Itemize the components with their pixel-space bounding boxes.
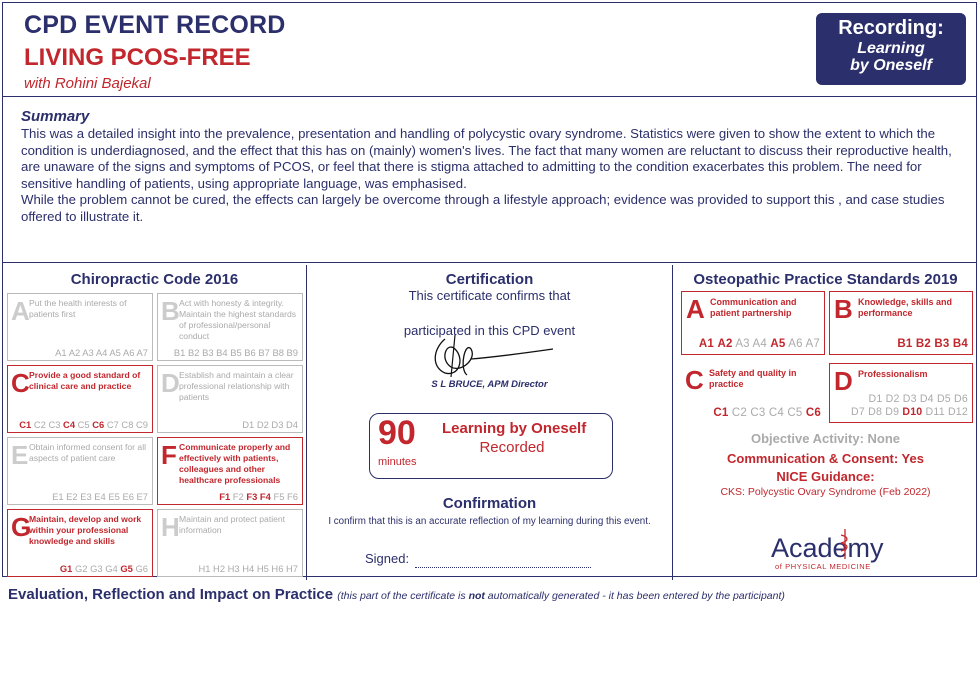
standard-letter: D xyxy=(834,366,853,396)
cert-line2: participated in this CPD event xyxy=(403,323,576,338)
standard-letter: D xyxy=(161,368,180,398)
osteo-standard-c xyxy=(681,363,825,423)
standard-codes xyxy=(690,338,820,351)
code-a2: A2 xyxy=(68,347,81,358)
code-b7: B7 xyxy=(258,347,270,358)
code-d7: D7 xyxy=(851,406,865,418)
osteo-standard-b xyxy=(829,291,973,355)
standard-letter: H xyxy=(161,512,180,542)
evaluation-note-bold: not xyxy=(468,590,485,602)
code-b1: B1 xyxy=(173,347,186,358)
code-a7: A7 xyxy=(805,338,820,350)
cert-title: Certification xyxy=(445,271,534,288)
code-c5: C5 xyxy=(787,407,803,419)
standard-description: Knowledge, skills and performance xyxy=(858,297,953,318)
certificate-frame xyxy=(2,2,977,577)
chiro-standard-e xyxy=(7,437,153,505)
standard-letter: C xyxy=(11,368,30,398)
code-b2: B2 xyxy=(187,347,200,358)
code-d3: D3 xyxy=(271,419,284,430)
minutes-label: minutes xyxy=(378,456,417,468)
event-title: LIVING PCOS-FREE xyxy=(24,44,251,71)
academy-logo-sub: of PHYSICAL MEDICINE xyxy=(775,562,871,571)
code-c1: C1 xyxy=(713,407,729,419)
evaluation-heading xyxy=(8,586,785,603)
code-a7: A7 xyxy=(136,347,148,358)
code-b1: B1 xyxy=(897,338,913,350)
standard-codes xyxy=(12,563,148,574)
code-d1: D1 xyxy=(242,419,255,430)
standard-letter: B xyxy=(161,296,180,326)
confirm-title: Confirmation xyxy=(442,495,537,512)
code-c4: C4 xyxy=(63,419,76,430)
code-d1: D1 xyxy=(868,393,883,405)
code-a6: A6 xyxy=(788,338,803,350)
code-f4: F4 xyxy=(259,491,271,502)
code-d11: D11 xyxy=(925,406,945,418)
code-d10: D10 xyxy=(902,406,923,418)
code-a3: A3 xyxy=(735,338,750,350)
standard-description: Maintain, develop and work within your professional knowledge and skills xyxy=(29,514,142,546)
code-b5: B5 xyxy=(230,347,242,358)
osteopathic-column xyxy=(673,265,978,580)
chiropractic-column xyxy=(3,265,307,580)
code-c7: C7 xyxy=(106,419,119,430)
code-c5: C5 xyxy=(77,419,90,430)
osteo-standard-a xyxy=(681,291,825,355)
code-e5: E5 xyxy=(108,491,120,502)
osteo-standard-d xyxy=(829,363,973,423)
summary-para2: While the problem cannot be cured, the effects can largely be overcome through a lifestyle approach; evidence was provided to support this , and case studies offered to illustrate it. xyxy=(21,192,945,224)
evaluation-note-post: automatically generated - it has been entered by the participant) xyxy=(484,590,785,602)
osteo-title: Osteopathic Practice Standards 2019 xyxy=(693,271,958,288)
code-b9: B9 xyxy=(286,347,298,358)
summary-section xyxy=(3,98,976,263)
standard-description: Communication and patient partnership xyxy=(710,297,797,318)
code-c6: C6 xyxy=(805,407,821,419)
standard-description: Establish and maintain a clear professional relationship with patients xyxy=(179,370,294,402)
badge-line3: by Oneself xyxy=(850,57,932,74)
standard-codes xyxy=(162,563,298,574)
code-f2: F2 xyxy=(232,491,244,502)
standard-letter: B xyxy=(834,294,853,324)
cks-reference: CKS: Polycystic Ovary Syndrome (Feb 2022) xyxy=(720,486,931,498)
standard-codes xyxy=(162,347,298,358)
chiro-standard-g xyxy=(7,509,153,577)
code-g3: G3 xyxy=(90,563,103,574)
code-c2: C2 xyxy=(731,407,747,419)
objective-activity: Objective Activity: None xyxy=(750,431,901,446)
chiro-standard-a xyxy=(7,293,153,361)
code-h7: H7 xyxy=(286,563,298,574)
chiro-standard-d xyxy=(157,365,303,433)
code-e7: E7 xyxy=(136,491,148,502)
presenter: with Rohini Bajekal xyxy=(24,75,151,92)
code-h4: H4 xyxy=(242,563,255,574)
standard-description: Act with honesty & integrity. Maintain the highest standards of professional/personal conduct xyxy=(179,298,297,341)
chiro-title: Chiropractic Code 2016 xyxy=(70,271,239,288)
code-a4: A4 xyxy=(752,338,768,350)
code-d5: D5 xyxy=(936,393,951,405)
code-h6: H6 xyxy=(271,563,284,574)
code-c9: C9 xyxy=(136,419,148,430)
standard-codes xyxy=(12,347,148,358)
chiro-standard-b xyxy=(157,293,303,361)
code-c3: C3 xyxy=(48,419,61,430)
standard-description: Safety and quality in practice xyxy=(709,368,797,389)
standard-letter: A xyxy=(11,296,30,326)
standard-letter: F xyxy=(161,440,177,470)
code-b4: B4 xyxy=(952,338,968,350)
chiro-standard-h xyxy=(157,509,303,577)
code-b4: B4 xyxy=(216,347,228,358)
code-f5: F5 xyxy=(273,491,285,502)
summary-para1: This was a detailed insight into the prevalence, presentation and handling of polycystic ovary syndrome. Statistics were given to show the extent to which the condition is underdiagnosed, and the effect that this has on (mainly) women's lives. The fact that many women are reluctant to discuss their reproductive health, are unaware of the signs and symptoms of PCOS, or feel that there is stigma attached to admitting to the condition exacerbates this problem. The need for sensitive handling of patients, using appropriate language, was emphasised. xyxy=(21,126,952,191)
standard-codes xyxy=(838,393,968,419)
caduceus-icon xyxy=(838,527,852,561)
signature-line[interactable] xyxy=(415,567,591,568)
code-e3: E3 xyxy=(80,491,92,502)
signature-image xyxy=(425,329,555,381)
standard-codes xyxy=(12,419,148,430)
code-h5: H5 xyxy=(256,563,269,574)
academy-logo: Academy xyxy=(771,533,884,563)
code-d2: D2 xyxy=(885,393,900,405)
signed-label: Signed: xyxy=(365,551,410,566)
confirm-text: I confirm that this is an accurate reflection of my learning during this event. xyxy=(328,516,651,527)
standard-letter: A xyxy=(686,294,705,324)
code-d4: D4 xyxy=(286,419,298,430)
code-d9: D9 xyxy=(885,406,900,418)
code-f6: F6 xyxy=(287,491,298,502)
code-b3: B3 xyxy=(202,347,214,358)
standard-description: Provide a good standard of clinical care and practice xyxy=(29,370,141,391)
badge-line1: Recording: xyxy=(838,17,944,39)
code-c3: C3 xyxy=(750,407,766,419)
code-d6: D6 xyxy=(954,393,968,405)
code-g5: G5 xyxy=(120,563,133,574)
chiro-standard-c xyxy=(7,365,153,433)
header xyxy=(3,3,976,97)
evaluation-note-pre: (this part of the certificate is xyxy=(337,590,469,602)
evaluation-title: Evaluation, Reflection and Impact on Practice xyxy=(8,586,334,603)
comm-consent: Communication & Consent: Yes xyxy=(727,451,924,466)
standard-description: Obtain informed consent for all aspects of patient care xyxy=(29,442,147,463)
code-e4: E4 xyxy=(94,491,106,502)
code-b8: B8 xyxy=(272,347,284,358)
code-b6: B6 xyxy=(244,347,256,358)
code-a1: A1 xyxy=(55,347,67,358)
code-c2: C2 xyxy=(33,419,46,430)
code-e6: E6 xyxy=(122,491,134,502)
badge-line2: Learning xyxy=(857,40,925,57)
code-a5: A5 xyxy=(770,338,786,350)
code-d4: D4 xyxy=(919,393,934,405)
code-f3: F3 xyxy=(246,491,258,502)
code-d2: D2 xyxy=(256,419,269,430)
code-f1: F1 xyxy=(219,491,231,502)
standard-codes xyxy=(689,407,821,420)
summary-heading: Summary xyxy=(21,108,90,125)
code-a3: A3 xyxy=(82,347,94,358)
recording-badge xyxy=(816,13,966,85)
code-d3: D3 xyxy=(902,393,917,405)
code-c8: C8 xyxy=(121,419,134,430)
code-c1: C1 xyxy=(19,419,32,430)
code-b3: B3 xyxy=(934,338,950,350)
code-b2: B2 xyxy=(915,338,931,350)
code-e2: E2 xyxy=(66,491,78,502)
certification-column xyxy=(307,265,673,580)
standard-codes xyxy=(162,419,298,430)
signatory: S L BRUCE, APM Director xyxy=(431,379,548,390)
code-a4: A4 xyxy=(95,347,108,358)
code-g6: G6 xyxy=(135,563,148,574)
code-c6: C6 xyxy=(92,419,105,430)
mode-status: Recorded xyxy=(479,439,545,456)
code-h1: H1 xyxy=(198,563,211,574)
learning-mode: Learning by Oneself xyxy=(442,420,587,437)
nice-guidance: NICE Guidance: xyxy=(776,469,875,484)
duration-box xyxy=(369,413,613,479)
standard-description: Professionalism xyxy=(858,369,928,379)
code-a2: A2 xyxy=(717,338,733,350)
standard-letter: C xyxy=(685,365,704,395)
code-g1: G1 xyxy=(59,563,73,574)
code-h3: H3 xyxy=(227,563,240,574)
cert-line1: This certificate confirms that xyxy=(408,288,571,303)
minutes-value: 90 xyxy=(378,414,416,452)
standard-codes xyxy=(162,491,298,502)
code-a1: A1 xyxy=(698,338,715,350)
standard-letter: G xyxy=(11,512,32,542)
code-h2: H2 xyxy=(213,563,226,574)
code-e1: E1 xyxy=(52,491,64,502)
code-d12: D12 xyxy=(947,406,968,418)
standard-description: Communicate properly and effectively with patients, colleagues and other healthcare professionals xyxy=(179,442,291,485)
standard-codes xyxy=(12,491,148,502)
code-c4: C4 xyxy=(768,407,784,419)
code-g2: G2 xyxy=(74,563,88,574)
record-title: CPD EVENT RECORD xyxy=(24,11,286,39)
standard-description: Maintain and protect patient information xyxy=(179,514,286,535)
standard-description: Put the health interests of patients first xyxy=(29,298,127,319)
code-g4: G4 xyxy=(105,563,118,574)
standard-letter: E xyxy=(11,440,29,470)
chiro-standard-f xyxy=(157,437,303,505)
code-d8: D8 xyxy=(868,406,883,418)
code-a5: A5 xyxy=(109,347,121,358)
code-a6: A6 xyxy=(122,347,135,358)
standard-codes xyxy=(838,338,968,351)
